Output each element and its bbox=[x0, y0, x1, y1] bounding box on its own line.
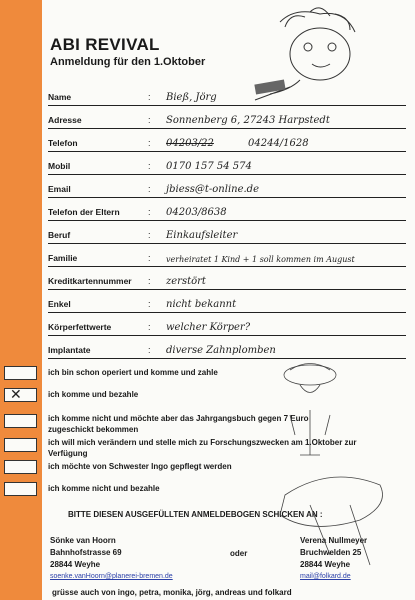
field-row-beruf bbox=[48, 223, 406, 244]
field-colon: : bbox=[148, 253, 151, 263]
field-value[interactable]: Bieß, Jörg bbox=[166, 92, 217, 103]
field-label: Adresse bbox=[48, 115, 82, 125]
contact-street: Bahnhofstrasse 69 bbox=[50, 548, 122, 557]
field-label: Name bbox=[48, 92, 72, 102]
field-row-koerperfett bbox=[48, 315, 406, 336]
field-label: Telefon der Eltern bbox=[48, 207, 120, 217]
field-label: Telefon bbox=[48, 138, 78, 148]
field-value[interactable]: jbiess@t-online.de bbox=[166, 184, 259, 195]
field-label: Körperfettwerte bbox=[48, 322, 112, 332]
contact-name: Sönke van Hoorn bbox=[50, 536, 116, 545]
field-value[interactable]: diverse Zahnplomben bbox=[166, 345, 276, 356]
checkmark-x-icon: ✕ bbox=[10, 386, 22, 402]
field-label: Enkel bbox=[48, 299, 71, 309]
field-row-kreditkarte bbox=[48, 269, 406, 290]
option-label-2: ich komme und bezahle bbox=[48, 390, 139, 399]
field-value[interactable]: Sonnenberg 6, 27243 Harpstedt bbox=[166, 115, 330, 126]
contact-address-1 bbox=[50, 535, 173, 583]
orange-sidebar-stripe bbox=[0, 0, 42, 600]
field-value[interactable]: welcher Körper? bbox=[166, 322, 251, 333]
field-label: Mobil bbox=[48, 161, 71, 171]
contact-city: 28844 Weyhe bbox=[300, 560, 351, 569]
option-label-3: ich komme nicht und möchte aber das Jahrgangsbuch gegen 7 Euro zugeschickt bekommen bbox=[48, 414, 309, 434]
field-value[interactable]: verheiratet 1 Kind + 1 soll kommen im August bbox=[166, 255, 355, 264]
field-colon: : bbox=[148, 138, 151, 148]
field-row-email bbox=[48, 177, 406, 198]
option-label-6: ich komme nicht und bezahle bbox=[48, 484, 160, 493]
form-title: ABI REVIVAL bbox=[50, 35, 160, 54]
field-colon: : bbox=[148, 230, 151, 240]
send-instructions: BITTE DIESEN AUSGEFÜLLTEN ANMELDEBOGEN SCHICKEN AN : bbox=[68, 510, 323, 519]
field-colon: : bbox=[148, 299, 151, 309]
field-label: Kreditkartennummer bbox=[48, 276, 132, 286]
or-separator: oder bbox=[230, 549, 248, 558]
form-subtitle: Anmeldung für den 1.Oktober bbox=[50, 56, 206, 68]
field-value[interactable]: 0170 157 54 574 bbox=[166, 161, 252, 172]
field-colon: : bbox=[148, 184, 151, 194]
option-label-1: ich bin schon operiert und komme und zahle bbox=[48, 368, 218, 377]
option-checkbox-5[interactable] bbox=[4, 460, 37, 474]
field-colon: : bbox=[148, 115, 151, 125]
field-label: Familie bbox=[48, 253, 78, 263]
field-row-enkel bbox=[48, 292, 406, 313]
closing-greetings: grüsse auch von ingo, petra, monika, jörg, andreas und folkard bbox=[52, 588, 292, 597]
field-row-mobil bbox=[48, 154, 406, 175]
field-row-familie bbox=[48, 246, 406, 267]
field-colon: : bbox=[148, 161, 151, 171]
option-checkbox-1[interactable] bbox=[4, 366, 37, 380]
option-label-4: ich will mich verändern und stelle mich zu Forschungszwecken am 1.Oktober zur Verfügung bbox=[48, 438, 357, 458]
contact-address-2 bbox=[300, 535, 367, 583]
field-value[interactable]: Einkaufsleiter bbox=[166, 230, 238, 241]
field-colon: : bbox=[148, 322, 151, 332]
option-label-5: ich möchte von Schwester Ingo gepflegt werden bbox=[48, 462, 232, 471]
option-checkbox-6[interactable] bbox=[4, 482, 37, 496]
field-value[interactable]: nicht bekannt bbox=[166, 299, 237, 310]
field-colon: : bbox=[148, 345, 151, 355]
field-value[interactable]: 04203/8638 bbox=[166, 207, 227, 218]
field-value[interactable]: 04244/1628 bbox=[248, 138, 309, 149]
field-row-implantate bbox=[48, 338, 406, 359]
field-label: Email bbox=[48, 184, 71, 194]
field-colon: : bbox=[148, 276, 151, 286]
contact-email-link[interactable]: soenke.vanHoorn@planerei-bremen.de bbox=[50, 573, 173, 580]
contact-city: 28844 Weyhe bbox=[50, 560, 101, 569]
field-value-struck: 04203/22 bbox=[166, 138, 214, 149]
field-label: Implantate bbox=[48, 345, 91, 355]
field-row-telefon-eltern bbox=[48, 200, 406, 221]
field-row-telefon bbox=[48, 131, 406, 152]
field-row-name bbox=[48, 85, 406, 106]
option-checkbox-4[interactable] bbox=[4, 438, 37, 452]
option-checkbox-3[interactable] bbox=[4, 414, 37, 428]
contact-name: Verena Nullmeyer bbox=[300, 536, 368, 545]
contact-street: Bruchwelden 25 bbox=[300, 548, 362, 557]
field-label: Beruf bbox=[48, 230, 71, 240]
field-value[interactable]: zerstört bbox=[166, 276, 206, 287]
field-colon: : bbox=[148, 92, 151, 102]
field-colon: : bbox=[148, 207, 151, 217]
field-row-adresse bbox=[48, 108, 406, 129]
contact-email-link[interactable]: mail@folkard.de bbox=[300, 573, 351, 580]
